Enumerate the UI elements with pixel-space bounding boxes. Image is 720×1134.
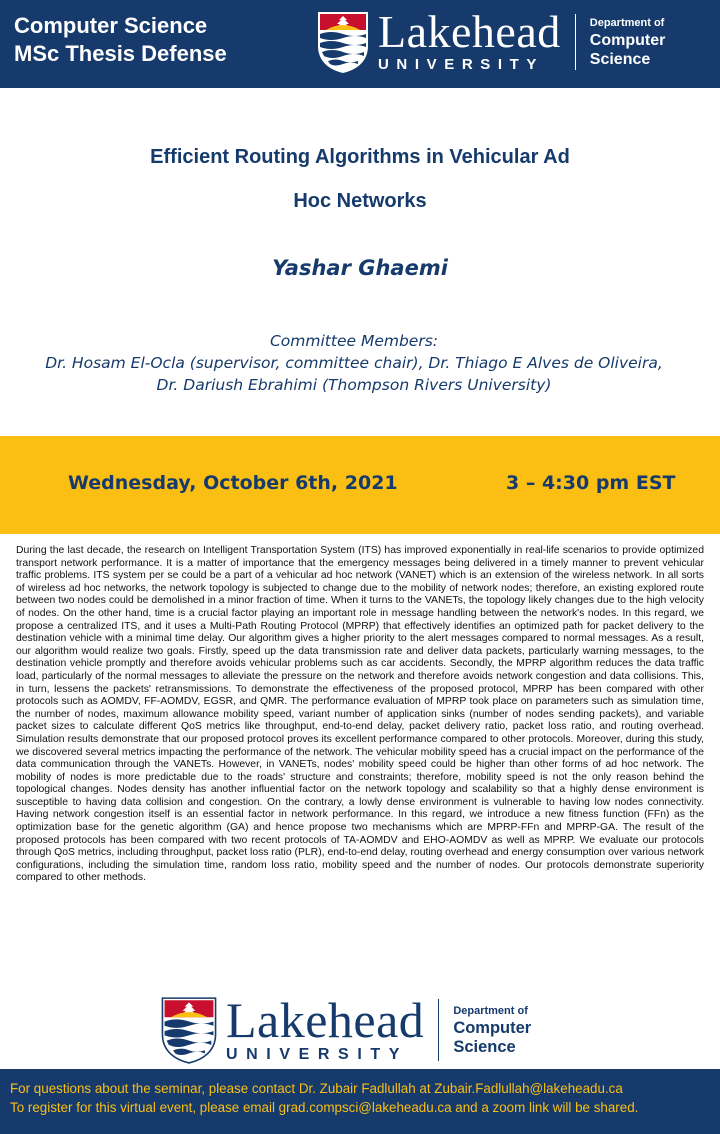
committee-heading: Committee Members: xyxy=(269,332,439,350)
thesis-title-line2: Hoc Networks xyxy=(293,190,427,212)
date-time-band xyxy=(0,436,720,534)
presenter-name: Yashar Ghaemi xyxy=(272,256,448,280)
lakehead-crest-icon xyxy=(316,10,370,74)
logo-university: UNIVERSITY xyxy=(378,56,545,73)
dept-prefix: Department of xyxy=(589,16,665,29)
lakehead-crest-icon xyxy=(160,996,218,1064)
thesis-title-line1: Efficient Routing Algorithms in Vehicular Ad xyxy=(150,146,570,168)
header-title-line1: Computer Science xyxy=(14,13,208,38)
logo-divider xyxy=(438,999,439,1061)
department-label xyxy=(453,1004,531,1057)
footer-contact-line: For questions about the seminar, please contact Dr. Zubair Fadlullah at Zubair.Fadlullah@lakeheadu.ca xyxy=(10,1081,623,1096)
lakehead-logo-header xyxy=(316,6,666,74)
department-label xyxy=(590,16,666,69)
footer-register-line: To register for this virtual event, please email grad.compsci@lakeheadu.ca and a zoom link will be shared. xyxy=(10,1100,639,1115)
logo-name: Lakehead xyxy=(378,6,561,57)
dept-name-line1: Computer xyxy=(453,1018,532,1037)
committee-members xyxy=(0,330,708,396)
logo-name: Lakehead xyxy=(226,992,425,1048)
logo-university: UNIVERSITY xyxy=(226,1046,409,1063)
dept-prefix: Department of xyxy=(453,1004,528,1017)
header-banner xyxy=(0,0,720,88)
header-title-line2: MSc Thesis Defense xyxy=(14,41,227,66)
lakehead-wordmark xyxy=(378,6,561,74)
lakehead-logo-footer xyxy=(160,992,532,1064)
logo-divider xyxy=(575,14,576,70)
event-time: 3 – 4:30 pm EST xyxy=(506,472,676,494)
committee-line1: Dr. Hosam El-Ocla (supervisor, committee chair), Dr. Thiago E Alves de Oliveira, xyxy=(45,354,663,372)
event-date: Wednesday, October 6th, 2021 xyxy=(68,472,398,494)
dept-name-line1: Computer xyxy=(589,31,666,49)
dept-name-line2: Science xyxy=(453,1037,516,1056)
committee-line2: Dr. Dariush Ebrahimi (Thompson Rivers University) xyxy=(156,376,552,394)
footer-banner xyxy=(0,1069,720,1134)
event-type-title xyxy=(14,12,227,68)
lakehead-wordmark xyxy=(226,992,425,1064)
dept-name-line2: Science xyxy=(589,50,651,68)
abstract-text: During the last decade, the research on Intelligent Transportation System (ITS) has improved exponentially in real-life scenarios to provide optimized transport network performance. It is a matter of importance that the emergency messages being delivered in a timely manner to prevent vehicular traffic problems. ITS system per se could be a part of a vehicular ad hoc network (VANET) which is an extension of the wireless network. In all sorts of wireless ad hoc networks, the network topology is subjected to change due to the mobility of network nodes; therefore, an existing explored route between two nodes could be demolished in a minor fraction of time. When it turns to the VANETs, the topology likely changes due to the high velocity of nodes. On the other hand, time is a crucial factor playing an important role in message handling between the network's nodes. In this regard, we propose a centralized ITS, and it uses a Multi-Path Routing Protocol (MPRP) that effectively identifies an optimized path for packet delivery to the destination vehicle with a minimal time delay. Our algorithm gives a higher priority to the alert messages compared to normal messages. As a result, our algorithm would realize two goals. Firstly, speed up the data transmission rate and deliver data packets, particularly warning messages, to the destination vehicle promptly and therefore avoids vehicular problems such as car accidents. Secondly, the MPRP algorithm reduces the data traffic load, particularly of the normal messages to alleviate the pressure on the network and therefore avoids network congestion and data collisions. This, in turn, lessens the packets' retransmissions. To demonstrate the effectiveness of the proposed protocol, MPRP has been compared with other protocols such as AOMDV, FF-AOMDV, EGSR, and QMR. The performance evaluation of MPRP took place on parameters such as simulation time, the number of nodes, maximum allowance mobility speed, variant number of application sinks (number of nodes sending packets), and variable packet sizes to calculate different QoS metrics like throughput, end-to-end delay, packet delivery ratio, packet loss ratio, and routing overhead. Simulation results demonstrate that our proposed protocol proves its excellent performance compared to other protocols. Moreover, during this study, we discovered several metrics impacting the performance of the network. The vehicular mobility speed has a crucial impact on the performance of the data communication through the VANETs. However, in VANETs, nodes' mobility speed could be higher than other forms of ad hoc network. The mobility of nodes is more predictable due to the roads' structure and constraints; therefore, mobility speed is not the only reason behind the topological changes. Nodes density has another influential factor on the network topology and scalability so that a highly dense environment is susceptible to having data collision and congestion. On the contrary, a lowly dense environment is vulnerable to having low nodes connectivity. Having network congestion itself is an essential factor in network performance. In this regard, we introduce a new fitness function (FFn) as the optimization base for the genetic algorithm (GA) and hence propose two mechanisms which are MPRP-FFn and MPRP-GA. The result of the proposed protocols has been compared with two recent protocols of TA-AOMDV and EHO-AOMDV as well as MPRP. We evaluate our protocols through QoS metrics, including throughput, packet loss ratio (PLR), end-to-end delay, routing overhead and energy consumption over various network configurations, including the simulation time, random loss ratio, mobility speed and the number of nodes. Our protocols demonstrate superiority compared to other methods. xyxy=(16,545,704,884)
